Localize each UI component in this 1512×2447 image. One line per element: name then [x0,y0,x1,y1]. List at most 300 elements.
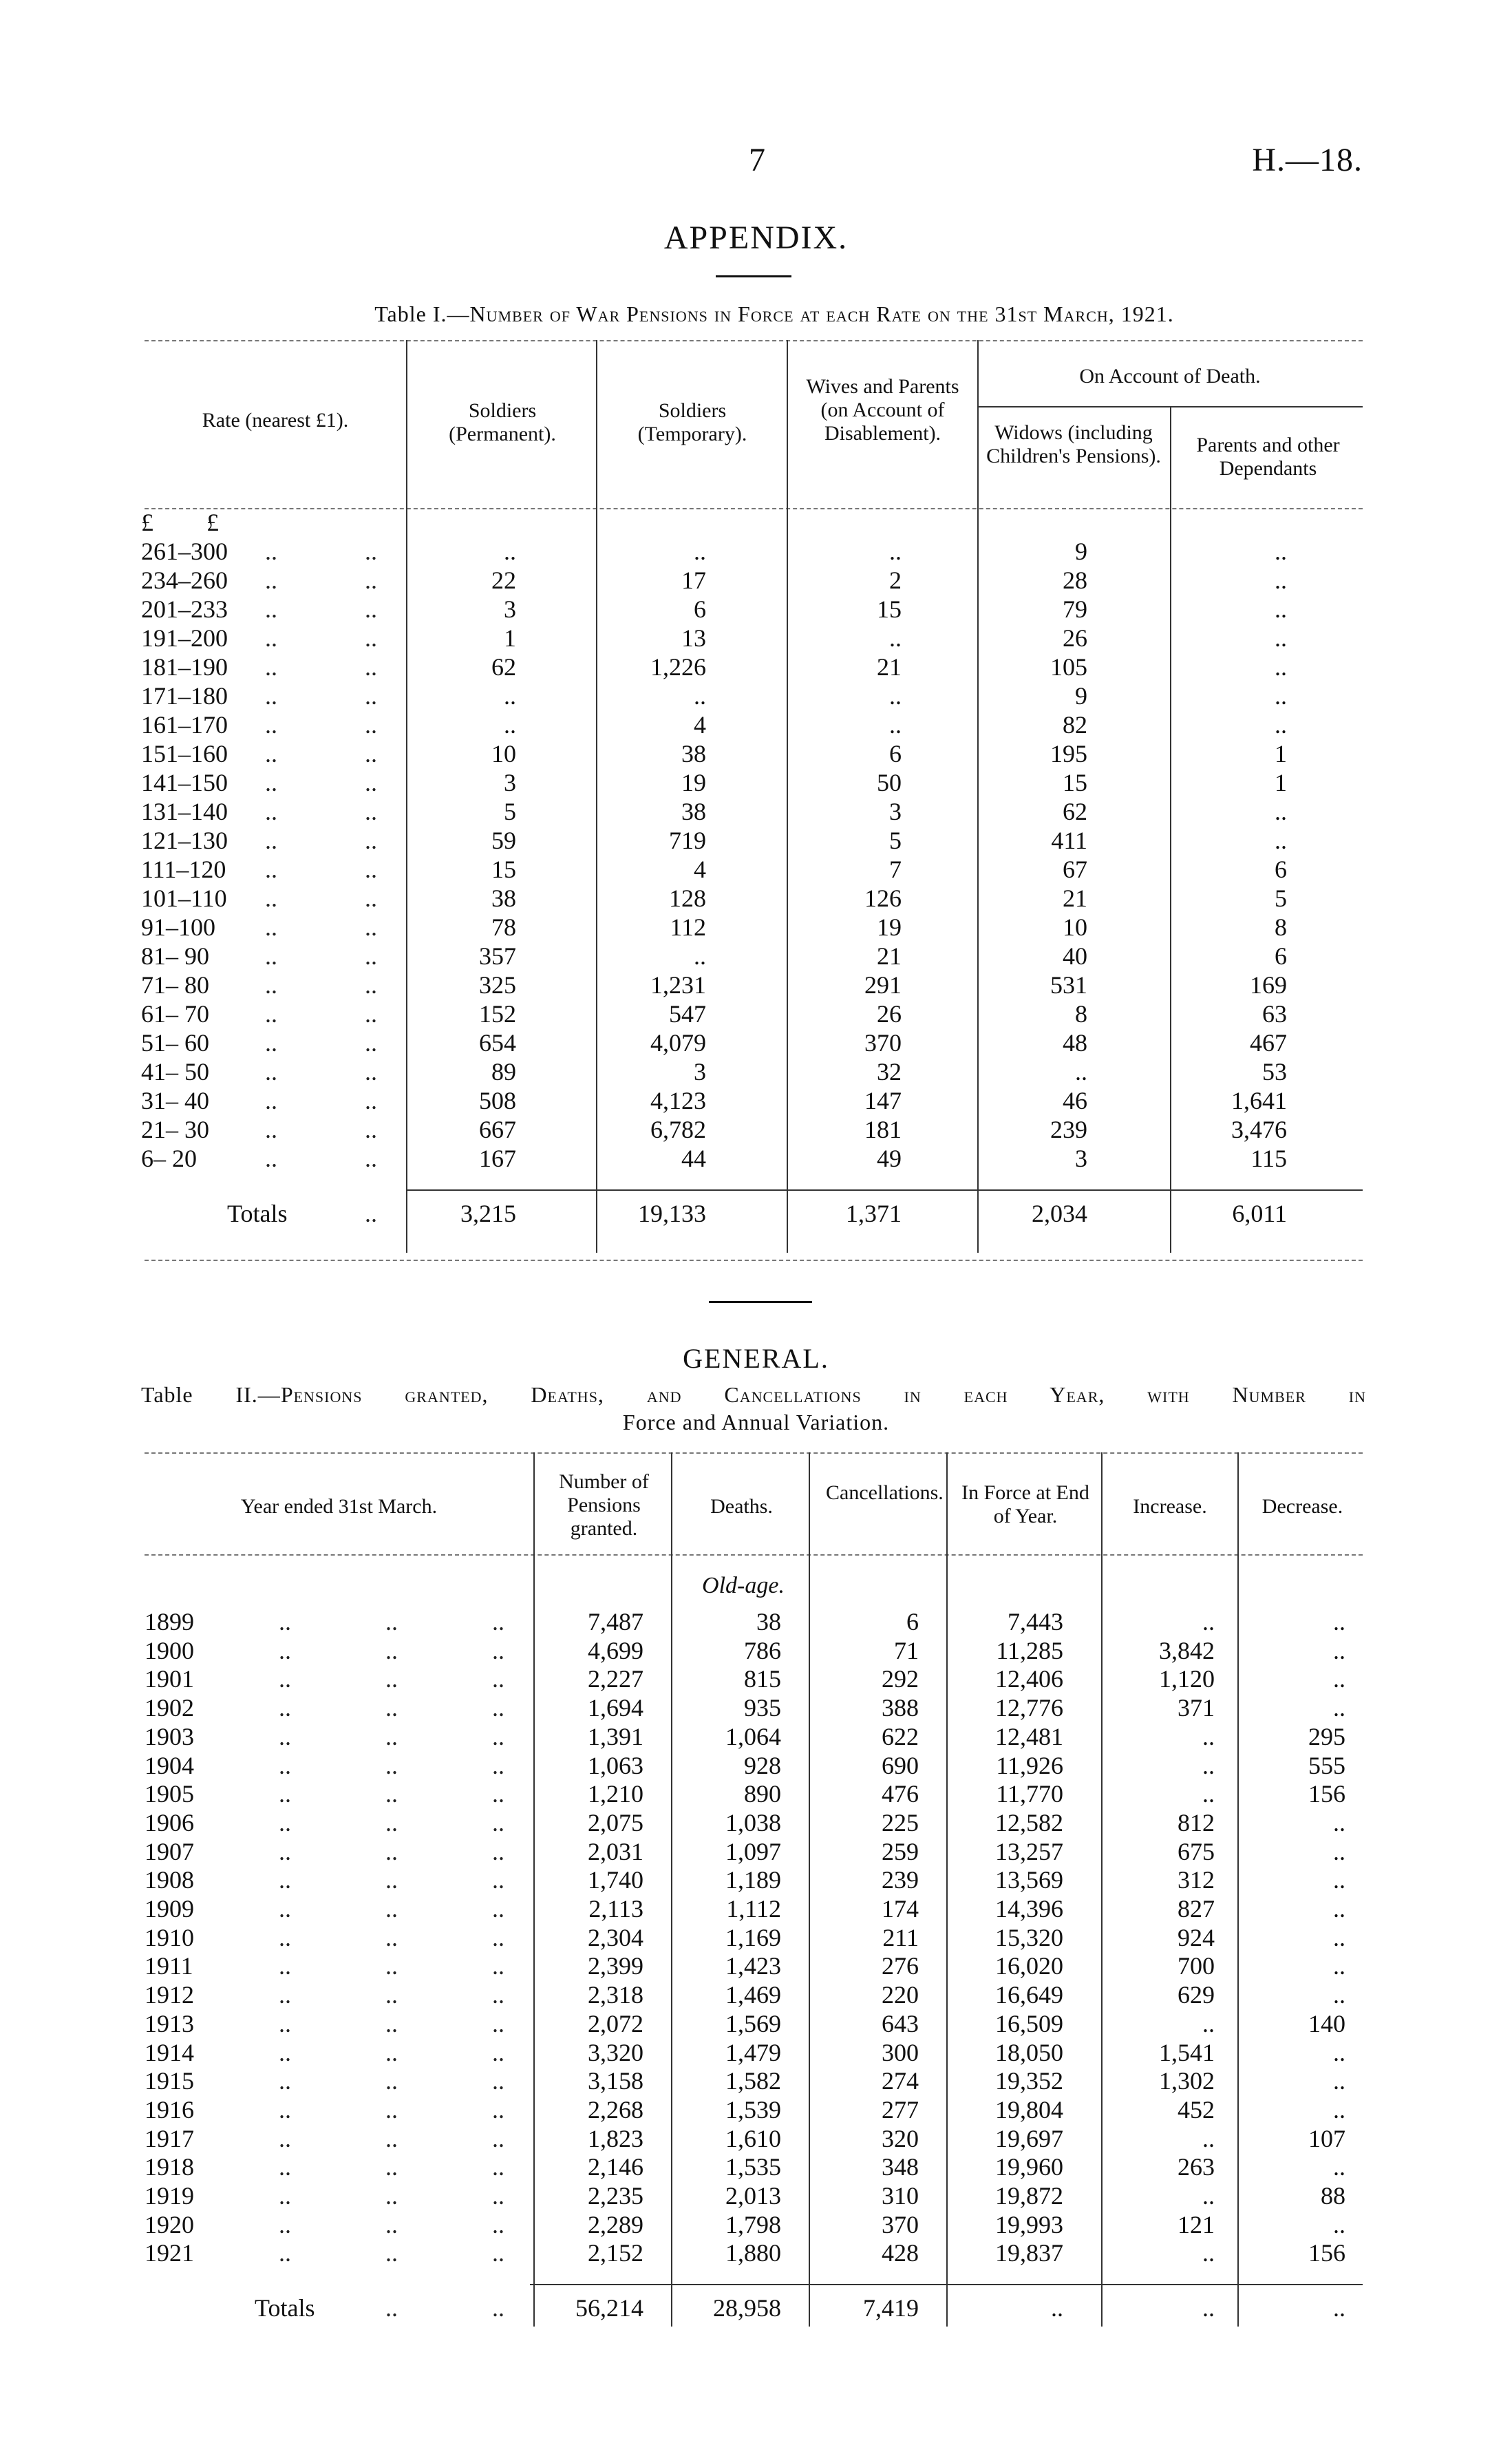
deaths-cell: 1,798 [725,2210,781,2238]
parents-dependants-cell: .. [1275,566,1287,594]
rate-cell: 151–160 [141,740,228,767]
wives-parents-cell: 19 [877,913,902,941]
soldiers-temporary-cell: 4 [694,711,706,739]
cancellations-cell: 370 [882,2210,919,2238]
widows-cell: 411 [1051,827,1087,854]
leader-dots: .. [279,1808,291,1836]
year-cell: 1903 [145,1722,194,1750]
wives-parents-cell: 147 [864,1087,902,1114]
table2-top-rule [145,1452,1363,1454]
pensions-granted-cell: 1,823 [588,2124,643,2152]
in-force-cell: 18,050 [995,2038,1063,2066]
leader-dots: .. [492,2210,504,2238]
pensions-granted-cell: 3,320 [588,2038,643,2066]
decrease-cell: .. [1333,1694,1345,1722]
leader-dots: .. [365,1000,377,1028]
parents-dependants-cell: .. [1275,624,1287,652]
wives-parents-cell: .. [889,711,902,739]
leader-dots: .. [265,971,277,999]
deaths-cell: 1,064 [725,1722,781,1750]
leader-dots: .. [385,1923,398,1951]
in-force-cell: 7,443 [1008,1608,1063,1635]
leader-dots: .. [365,769,377,796]
soldiers-permanent-cell: 152 [479,1000,516,1028]
wives-parents-cell: .. [889,624,902,652]
leader-dots: .. [279,2239,291,2267]
page-number: 7 [749,142,765,178]
leader-dots: .. [492,1866,504,1894]
pensions-granted-cell: 3,158 [588,2067,643,2095]
widows-cell: .. [1075,1058,1087,1085]
widows-cell: 79 [1063,595,1087,623]
leader-dots: .. [279,1751,291,1779]
cancellations-cell: 300 [882,2038,919,2066]
leader-dots: .. [265,798,277,825]
in-force-cell: 19,960 [995,2153,1063,2181]
deaths-cell: 1,610 [725,2124,781,2152]
pensions-granted-cell: 4,699 [588,1636,643,1664]
widows-cell: 239 [1050,1116,1087,1143]
leader-dots: .. [265,913,277,941]
pensions-granted-cell: 2,031 [588,1837,643,1865]
decrease-cell: .. [1333,1636,1345,1664]
widows-cell: 9 [1075,538,1087,565]
table2-header-rule [145,1554,1363,1556]
table1-col-death-group: On Account of Death. [1079,365,1261,388]
rate-cell: 91–100 [141,913,215,941]
year-cell: 1907 [145,1837,194,1865]
soldiers-permanent-cell: 78 [491,913,516,941]
deaths-cell: 1,097 [725,1837,781,1865]
deaths-cell: 1,189 [725,1866,781,1894]
table1-col-wives-parents: Wives and Parents (on Account of Disablement). [806,375,959,445]
widows-cell: 8 [1075,1000,1087,1028]
in-force-cell: 11,285 [996,1636,1063,1664]
year-cell: 1918 [145,2153,194,2181]
rate-cell: 161–170 [141,711,228,739]
in-force-cell: 16,509 [995,2009,1063,2037]
decrease-cell: 156 [1308,1780,1345,1808]
leader-dots: .. [279,1923,291,1951]
wives-parents-cell: 6 [889,740,902,767]
leader-dots: .. [265,1029,277,1057]
pensions-granted-cell: 2,072 [588,2009,643,2037]
pensions-granted-cell: 2,268 [588,2095,643,2123]
widows-cell: 21 [1063,884,1087,912]
decrease-cell: .. [1333,2210,1345,2238]
leader-dots: .. [492,1722,504,1750]
rate-cell: 21– 30 [141,1116,209,1143]
pensions-granted-cell: 1,063 [588,1751,643,1779]
leader-dots: .. [385,2095,398,2123]
total-decrease: .. [1333,2294,1345,2322]
leader-dots: .. [279,1837,291,1865]
rate-cell: 261–300 [141,538,228,565]
total-increase: .. [1202,2294,1215,2322]
rate-cell: 51– 60 [141,1029,209,1057]
wives-parents-cell: 181 [864,1116,902,1143]
year-cell: 1904 [145,1751,194,1779]
soldiers-temporary-cell: 128 [669,884,706,912]
total-in-force: .. [1051,2294,1063,2322]
pensions-granted-cell: 1,740 [588,1866,643,1894]
leader-dots: .. [265,769,277,796]
in-force-cell: 12,582 [995,1808,1063,1836]
soldiers-temporary-cell: 38 [681,740,706,767]
rate-cell: 6– 20 [141,1145,197,1172]
table2-col-cancellations: Cancellations. [826,1481,944,1504]
rate-cell: 234–260 [141,566,228,594]
leader-dots: .. [365,711,377,739]
in-force-cell: 12,406 [995,1665,1063,1693]
leader-dots: .. [279,1665,291,1693]
in-force-cell: 19,837 [995,2239,1063,2267]
soldiers-temporary-cell: 3 [694,1058,706,1085]
leader-dots: .. [279,2067,291,2095]
leader-dots: .. [385,2038,398,2066]
leader-dots: .. [492,2239,504,2267]
table1-caption-text: Number of War Pensions in Force at each Rate on the 31st March, 1921. [469,301,1174,326]
leader-dots: .. [365,1116,377,1143]
leader-dots: .. [492,2294,504,2322]
soldiers-temporary-cell: 4,123 [650,1087,706,1114]
increase-cell: 629 [1178,1981,1215,2009]
widows-cell: 3 [1075,1145,1087,1172]
wives-parents-cell: 32 [877,1058,902,1085]
table2-col-divider [1101,1452,1103,2327]
widows-cell: 531 [1050,971,1087,999]
soldiers-permanent-cell: 654 [479,1029,516,1057]
increase-cell: 1,302 [1159,2067,1215,2095]
soldiers-permanent-cell: 357 [479,942,516,970]
parents-dependants-cell: .. [1275,595,1287,623]
currency-symbol: £ [206,509,219,536]
decrease-cell: .. [1333,2153,1345,2181]
soldiers-temporary-cell: 4,079 [650,1029,706,1057]
year-cell: 1901 [145,1665,194,1693]
decrease-cell: .. [1333,1895,1345,1922]
leader-dots: .. [385,2210,398,2238]
leader-dots: .. [279,2095,291,2123]
leader-dots: .. [279,1722,291,1750]
cancellations-cell: 259 [882,1837,919,1865]
decrease-cell: 555 [1308,1751,1345,1779]
increase-cell: .. [1202,2239,1215,2267]
decrease-cell: .. [1333,2095,1345,2123]
table2-col-divider [671,1452,672,2327]
currency-symbol: £ [141,509,153,536]
soldiers-permanent-cell: 10 [491,740,516,767]
in-force-cell: 11,926 [996,1751,1063,1779]
cancellations-cell: 320 [882,2124,919,2152]
leader-dots: .. [279,2153,291,2181]
leader-dots: .. [492,2067,504,2095]
leader-dots: .. [385,1636,398,1664]
leader-dots: .. [492,2124,504,2152]
rate-cell: 181–190 [141,653,228,681]
increase-cell: .. [1202,2009,1215,2037]
leader-dots: .. [385,2009,398,2037]
leader-dots: .. [365,566,377,594]
in-force-cell: 16,020 [995,1952,1063,1980]
increase-cell: .. [1202,2124,1215,2152]
increase-cell: 3,842 [1159,1636,1215,1664]
total-granted: 56,214 [575,2294,643,2322]
soldiers-permanent-cell: 1 [504,624,516,652]
soldiers-permanent-cell: 59 [491,827,516,854]
wives-parents-cell: .. [889,682,902,710]
wives-parents-cell: .. [889,538,902,565]
deaths-cell: 1,112 [726,1895,781,1922]
deaths-cell: 1,535 [725,2153,781,2181]
leader-dots: .. [265,856,277,883]
cancellations-cell: 348 [882,2153,919,2181]
widows-cell: 67 [1063,856,1087,883]
leader-dots: .. [385,2294,398,2322]
deaths-cell: 1,479 [725,2038,781,2066]
year-cell: 1908 [145,1866,194,1894]
leader-dots: .. [265,595,277,623]
parents-dependants-cell: .. [1275,682,1287,710]
cancellations-cell: 292 [882,1665,919,1693]
cancellations-cell: 690 [882,1751,919,1779]
leader-dots: .. [279,1780,291,1808]
leader-dots: .. [265,740,277,767]
decrease-cell: .. [1333,1665,1345,1693]
soldiers-temporary-cell: 547 [669,1000,706,1028]
leader-dots: .. [385,2239,398,2267]
soldiers-temporary-cell: 719 [669,827,706,854]
widows-cell: 9 [1075,682,1087,710]
soldiers-permanent-cell: 508 [479,1087,516,1114]
table1-col-soldiers-permanent: Soldiers (Permanent). [449,399,556,445]
deaths-cell: 1,423 [725,1952,781,1980]
pensions-granted-cell: 2,399 [588,1952,643,1980]
cancellations-cell: 428 [882,2239,919,2267]
leader-dots: .. [365,682,377,710]
parents-dependants-cell: 63 [1262,1000,1287,1028]
leader-dots: .. [385,1780,398,1808]
leader-dots: .. [365,913,377,941]
widows-cell: 10 [1063,913,1087,941]
leader-dots: .. [492,2038,504,2066]
pensions-granted-cell: 2,304 [588,1923,643,1951]
total-deaths: 28,958 [713,2294,781,2322]
leader-dots: .. [385,1952,398,1980]
in-force-cell: 12,776 [995,1694,1063,1722]
soldiers-temporary-cell: .. [694,538,706,565]
leader-dots: .. [365,798,377,825]
year-cell: 1911 [145,1952,193,1980]
decrease-cell: 295 [1308,1722,1345,1750]
soldiers-permanent-cell: 38 [491,884,516,912]
soldiers-permanent-cell: 89 [491,1058,516,1085]
leader-dots: .. [265,538,277,565]
parents-dependants-cell: .. [1275,711,1287,739]
decrease-cell: 88 [1321,2182,1345,2210]
pensions-granted-cell: 1,391 [588,1722,643,1750]
increase-cell: .. [1202,1780,1215,1808]
leader-dots: .. [385,1751,398,1779]
leader-dots: .. [265,682,277,710]
leader-dots: .. [385,1694,398,1722]
wives-parents-cell: 21 [877,653,902,681]
leader-dots: .. [492,1952,504,1980]
deaths-cell: 786 [744,1636,781,1664]
rate-cell: 31– 40 [141,1087,209,1114]
cancellations-cell: 476 [882,1780,919,1808]
soldiers-temporary-cell: 38 [681,798,706,825]
decrease-cell: .. [1333,1837,1345,1865]
totals-label: Totals [227,1200,288,1227]
parents-dependants-cell: .. [1275,538,1287,565]
table2-caption-prefix: Table II.— [141,1382,281,1407]
leader-dots: .. [492,1636,504,1664]
year-cell: 1917 [145,2124,194,2152]
deaths-cell: 935 [744,1694,781,1722]
leader-dots: .. [279,1608,291,1635]
leader-dots: .. [385,2153,398,2181]
pensions-granted-cell: 2,227 [588,1665,643,1693]
decrease-cell: .. [1333,1923,1345,1951]
document-code: H.—18. [1252,142,1363,178]
increase-cell: .. [1202,1722,1215,1750]
leader-dots: .. [492,1694,504,1722]
soldiers-permanent-cell: .. [504,711,516,739]
widows-cell: 82 [1063,711,1087,739]
pensions-granted-cell: 2,152 [588,2239,643,2267]
total-permanent: 3,215 [460,1200,516,1227]
table1-col-widows: Widows (including Children's Pensions). [986,421,1161,467]
table2-col-increase: Increase. [1133,1495,1207,1518]
soldiers-temporary-cell: 44 [681,1145,706,1172]
increase-cell: 924 [1178,1923,1215,1951]
cancellations-cell: 643 [882,2009,919,2037]
leader-dots: .. [265,1087,277,1114]
in-force-cell: 13,257 [995,1837,1063,1865]
rate-cell: 171–180 [141,682,228,710]
soldiers-temporary-cell: .. [694,942,706,970]
soldiers-permanent-cell: 5 [504,798,516,825]
table1-caption-prefix: Table I.— [374,301,470,326]
deaths-cell: 1,582 [725,2067,781,2095]
deaths-cell: 1,569 [725,2009,781,2037]
year-cell: 1910 [145,1923,194,1951]
year-cell: 1912 [145,1981,194,2009]
leader-dots: .. [365,653,377,681]
widows-cell: 195 [1050,740,1087,767]
table2-section-old-age: Old-age. [702,1573,785,1598]
year-cell: 1900 [145,1636,194,1664]
increase-cell: 812 [1178,1808,1215,1836]
leader-dots: .. [492,1608,504,1635]
in-force-cell: 19,804 [995,2095,1063,2123]
in-force-cell: 16,649 [995,1981,1063,2009]
leader-dots: .. [279,1866,291,1894]
wives-parents-cell: 7 [889,856,902,883]
cancellations-cell: 310 [882,2182,919,2210]
leader-dots: .. [385,1665,398,1693]
leader-dots: .. [279,1895,291,1922]
leader-dots: .. [385,1808,398,1836]
table2-col-deaths: Deaths. [710,1495,773,1518]
leader-dots: .. [385,1895,398,1922]
soldiers-temporary-cell: 112 [670,913,706,941]
rate-cell: 141–150 [141,769,228,796]
in-force-cell: 19,697 [995,2124,1063,2152]
year-cell: 1909 [145,1895,194,1922]
table2-col-year: Year ended 31st March. [240,1495,438,1518]
increase-cell: 1,120 [1159,1665,1215,1693]
wives-parents-cell: 291 [864,971,902,999]
leader-dots: .. [265,711,277,739]
soldiers-temporary-cell: .. [694,682,706,710]
soldiers-temporary-cell: 6,782 [650,1116,706,1143]
leader-dots: .. [365,740,377,767]
soldiers-permanent-cell: 22 [491,566,516,594]
leader-dots: .. [385,2067,398,2095]
in-force-cell: 12,481 [995,1722,1063,1750]
rate-cell: 131–140 [141,798,228,825]
increase-cell: 452 [1178,2095,1215,2123]
in-force-cell: 14,396 [995,1895,1063,1922]
wives-parents-cell: 15 [877,595,902,623]
deaths-cell: 815 [744,1665,781,1693]
widows-cell: 40 [1063,942,1087,970]
decrease-cell: 156 [1308,2239,1345,2267]
leader-dots: .. [265,624,277,652]
increase-cell: .. [1202,1608,1215,1635]
rate-cell: 61– 70 [141,1000,209,1028]
in-force-cell: 19,352 [995,2067,1063,2095]
leader-dots: .. [279,2182,291,2210]
widows-cell: 105 [1050,653,1087,681]
leader-dots: .. [385,2182,398,2210]
totals-label: Totals [255,2294,315,2322]
deaths-cell: 38 [756,1608,781,1635]
parents-dependants-cell: .. [1275,827,1287,854]
leader-dots: .. [365,971,377,999]
decrease-cell: .. [1333,1866,1345,1894]
parents-dependants-cell: 6 [1275,942,1287,970]
parents-dependants-cell: 467 [1250,1029,1287,1057]
pensions-granted-cell: 2,235 [588,2182,643,2210]
in-force-cell: 19,993 [995,2210,1063,2238]
parents-dependants-cell: 169 [1250,971,1287,999]
table1-col-parents-dependants: Parents and other Dependants [1196,434,1340,480]
soldiers-temporary-cell: 4 [694,856,706,883]
leader-dots: .. [265,942,277,970]
parents-dependants-cell: 1 [1275,740,1287,767]
deaths-cell: 1,169 [725,1923,781,1951]
leader-dots: .. [492,1751,504,1779]
decrease-cell: .. [1333,1952,1345,1980]
leader-dots: .. [492,2182,504,2210]
table2-caption-line2: Force and Annual Variation. [622,1410,890,1434]
deaths-cell: 928 [744,1751,781,1779]
total-wives: 1,371 [846,1200,902,1227]
leader-dots: .. [279,1952,291,1980]
leader-dots: .. [492,1923,504,1951]
parents-dependants-cell: .. [1275,798,1287,825]
wives-parents-cell: 2 [889,566,902,594]
decrease-cell: .. [1333,1808,1345,1836]
in-force-cell: 15,320 [995,1923,1063,1951]
wives-parents-cell: 26 [877,1000,902,1028]
parents-dependants-cell: 53 [1262,1058,1287,1085]
decrease-cell: .. [1333,1981,1345,2009]
leader-dots: .. [279,1636,291,1664]
